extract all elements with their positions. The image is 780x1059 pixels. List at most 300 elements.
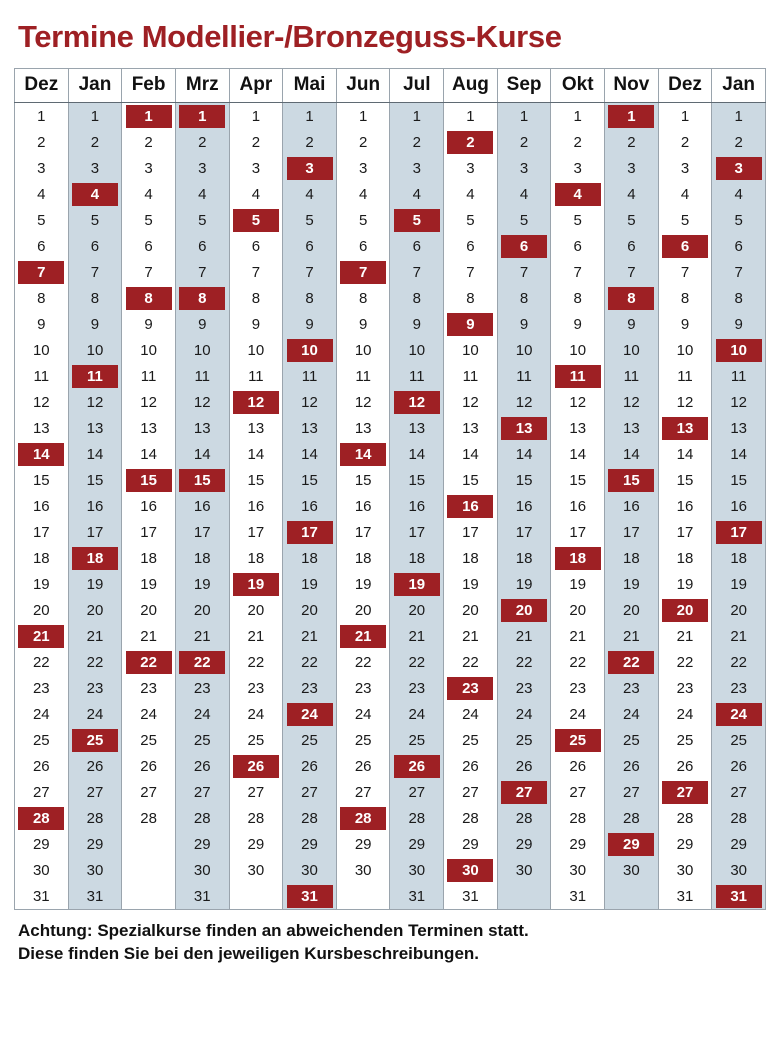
course-date-highlight: 20	[662, 599, 708, 622]
course-date-highlight: 1	[179, 105, 225, 128]
course-date-highlight: 5	[394, 209, 440, 232]
calendar-cell	[336, 857, 390, 883]
day-number: 8	[90, 289, 100, 307]
day-number: 22	[301, 653, 318, 671]
calendar-cell	[68, 753, 122, 779]
calendar-cell	[390, 597, 444, 623]
day-number: 29	[32, 835, 50, 853]
calendar-cell	[336, 493, 390, 519]
calendar-cell	[712, 623, 766, 649]
day-number: 27	[193, 783, 211, 801]
calendar-row	[15, 727, 766, 753]
day-number: 5	[198, 211, 207, 229]
calendar-cell	[68, 831, 122, 857]
calendar-cell	[175, 363, 229, 389]
day-number: 7	[627, 263, 636, 281]
day-number: 16	[676, 497, 694, 515]
calendar-cell	[175, 727, 229, 753]
day-number: 14	[730, 445, 747, 463]
calendar-cell	[336, 207, 390, 233]
day-number: 5	[466, 211, 475, 229]
calendar-cell	[68, 441, 122, 467]
calendar-cell	[497, 129, 551, 155]
calendar-cell	[336, 181, 390, 207]
calendar-cell	[444, 415, 498, 441]
day-number: 11	[33, 367, 50, 385]
course-date-highlight: 12	[394, 391, 440, 414]
calendar-cell	[68, 129, 122, 155]
day-number: 25	[730, 731, 747, 749]
calendar-cell	[229, 857, 283, 883]
day-number: 11	[677, 367, 693, 385]
day-number: 4	[144, 185, 153, 203]
day-number: 28	[86, 809, 104, 827]
day-number: 19	[676, 575, 694, 593]
calendar-cell	[712, 467, 766, 493]
day-number: 13	[569, 419, 587, 437]
calendar-cell	[712, 727, 766, 753]
calendar-cell	[444, 363, 498, 389]
calendar-cell	[658, 259, 712, 285]
day-number: 23	[569, 679, 587, 697]
calendar-cell-course	[68, 545, 122, 571]
calendar-cell	[122, 519, 176, 545]
calendar-cell	[390, 311, 444, 337]
calendar-cell	[15, 103, 69, 130]
day-number: 21	[623, 627, 640, 645]
course-date-highlight: 5	[233, 209, 279, 232]
calendar-cell	[390, 233, 444, 259]
day-number: 14	[569, 445, 587, 463]
calendar-cell	[658, 649, 712, 675]
day-number: 15	[32, 471, 50, 489]
calendar-cell	[175, 441, 229, 467]
calendar-cell	[712, 545, 766, 571]
calendar-cell	[283, 571, 337, 597]
calendar-cell	[122, 129, 176, 155]
calendar-cell	[605, 571, 659, 597]
calendar-cell-empty	[122, 831, 176, 857]
day-number: 21	[515, 627, 533, 645]
day-number: 28	[676, 809, 694, 827]
calendar-cell	[336, 129, 390, 155]
calendar-cell	[712, 649, 766, 675]
day-number: 30	[354, 861, 372, 879]
calendar-cell-course	[390, 753, 444, 779]
calendar-cell	[497, 207, 551, 233]
calendar-cell	[283, 259, 337, 285]
day-number: 23	[86, 679, 104, 697]
calendar-cell	[390, 337, 444, 363]
calendar-cell	[229, 337, 283, 363]
calendar-cell	[497, 623, 551, 649]
calendar-cell	[15, 155, 69, 181]
course-date-highlight: 7	[340, 261, 386, 284]
calendar-cell	[15, 649, 69, 675]
calendar-cell	[497, 675, 551, 701]
calendar-cell-empty	[497, 883, 551, 910]
month-header: Jan	[68, 69, 122, 103]
calendar-cell	[658, 467, 712, 493]
calendar-cell	[551, 571, 605, 597]
calendar-cell	[283, 103, 337, 130]
calendar-cell	[497, 181, 551, 207]
calendar-cell-course	[229, 571, 283, 597]
calendar-cell	[444, 623, 498, 649]
day-number: 19	[569, 575, 587, 593]
course-date-highlight: 22	[179, 651, 225, 674]
calendar-cell	[444, 441, 498, 467]
calendar-cell	[283, 207, 337, 233]
day-number: 24	[515, 705, 533, 723]
day-number: 24	[676, 705, 694, 723]
day-number: 13	[193, 419, 211, 437]
month-header: Feb	[122, 69, 176, 103]
calendar-cell	[175, 545, 229, 571]
calendar-cell	[605, 389, 659, 415]
calendar-cell	[229, 831, 283, 857]
day-number: 28	[247, 809, 265, 827]
day-number: 2	[251, 133, 261, 151]
calendar-cell-course	[444, 129, 498, 155]
calendar-cell	[712, 675, 766, 701]
day-number: 11	[462, 367, 479, 385]
calendar-cell	[444, 519, 498, 545]
calendar-cell	[175, 415, 229, 441]
day-number: 12	[354, 393, 372, 411]
calendar-cell	[283, 831, 337, 857]
calendar-cell	[497, 649, 551, 675]
day-number: 24	[623, 705, 640, 723]
calendar-cell-course	[444, 857, 498, 883]
day-number: 14	[247, 445, 265, 463]
calendar-row	[15, 753, 766, 779]
calendar-row	[15, 181, 766, 207]
calendar-cell	[712, 493, 766, 519]
day-number: 27	[623, 783, 640, 801]
day-number: 18	[408, 549, 426, 567]
day-number: 7	[251, 263, 261, 281]
calendar-cell	[390, 103, 444, 130]
day-number: 23	[730, 679, 747, 697]
day-number: 3	[358, 159, 368, 177]
course-date-highlight: 1	[126, 105, 172, 128]
calendar-cell-course	[175, 103, 229, 130]
day-number: 19	[140, 575, 157, 593]
calendar-cell	[551, 415, 605, 441]
calendar-cell	[336, 831, 390, 857]
day-number: 8	[680, 289, 690, 307]
day-number: 24	[86, 705, 104, 723]
day-number: 27	[32, 783, 50, 801]
calendar-cell	[229, 467, 283, 493]
calendar-cell	[658, 207, 712, 233]
day-number: 29	[569, 835, 587, 853]
day-number: 19	[515, 575, 533, 593]
calendar-cell	[336, 155, 390, 181]
calendar-cell	[551, 493, 605, 519]
day-number: 9	[198, 315, 207, 333]
day-number: 4	[305, 185, 314, 203]
calendar-cell	[283, 363, 337, 389]
day-number: 25	[140, 731, 157, 749]
calendar-cell	[444, 467, 498, 493]
day-number: 30	[515, 861, 533, 879]
calendar-cell	[390, 259, 444, 285]
day-number: 17	[408, 523, 426, 541]
day-number: 15	[515, 471, 533, 489]
calendar-cell	[229, 805, 283, 831]
day-number: 31	[569, 887, 587, 905]
calendar-cell-course	[551, 545, 605, 571]
calendar-cell-course	[68, 181, 122, 207]
day-number: 24	[247, 705, 265, 723]
calendar-cell	[175, 753, 229, 779]
calendar-cell	[712, 831, 766, 857]
calendar-cell	[658, 883, 712, 910]
calendar-cell	[444, 259, 498, 285]
calendar-row	[15, 311, 766, 337]
day-number: 26	[86, 757, 104, 775]
day-number: 1	[412, 107, 421, 125]
day-number: 8	[573, 289, 582, 307]
day-number: 3	[680, 159, 690, 177]
day-number: 7	[680, 263, 690, 281]
calendar-cell	[390, 831, 444, 857]
course-date-highlight: 26	[233, 755, 279, 778]
day-number: 29	[676, 835, 694, 853]
day-number: 12	[730, 393, 747, 411]
calendar-cell	[658, 389, 712, 415]
calendar-cell	[658, 571, 712, 597]
day-number: 22	[86, 653, 104, 671]
day-number: 21	[408, 627, 426, 645]
calendar-cell	[175, 207, 229, 233]
calendar-cell	[68, 779, 122, 805]
calendar-cell	[444, 207, 498, 233]
calendar-cell	[444, 727, 498, 753]
day-number: 19	[354, 575, 372, 593]
calendar-cell	[390, 363, 444, 389]
day-number: 13	[354, 419, 372, 437]
calendar-cell-course	[605, 285, 659, 311]
day-number: 9	[519, 315, 529, 333]
day-number: 31	[408, 887, 426, 905]
day-number: 20	[247, 601, 265, 619]
calendar-cell-course	[712, 155, 766, 181]
course-date-highlight: 14	[18, 443, 64, 466]
calendar-cell	[712, 415, 766, 441]
day-number: 10	[408, 341, 426, 359]
calendar-cell	[444, 883, 498, 910]
course-date-highlight: 25	[72, 729, 118, 752]
calendar-cell-course	[283, 337, 337, 363]
course-date-highlight: 3	[716, 157, 762, 180]
calendar-cell	[68, 805, 122, 831]
day-number: 16	[623, 497, 640, 515]
calendar-header-row	[15, 69, 766, 103]
calendar-cell	[68, 519, 122, 545]
day-number: 21	[247, 627, 265, 645]
calendar-cell	[712, 571, 766, 597]
calendar-cell	[15, 597, 69, 623]
calendar-cell	[712, 259, 766, 285]
calendar-cell	[497, 701, 551, 727]
day-number: 11	[409, 367, 425, 385]
day-number: 25	[247, 731, 265, 749]
calendar-cell	[497, 545, 551, 571]
calendar-cell	[551, 337, 605, 363]
day-number: 26	[676, 757, 694, 775]
day-number: 5	[144, 211, 153, 229]
day-number: 7	[412, 263, 421, 281]
calendar-cell	[658, 285, 712, 311]
day-number: 26	[193, 757, 211, 775]
course-date-highlight: 22	[126, 651, 172, 674]
calendar-cell	[15, 519, 69, 545]
calendar-cell	[390, 415, 444, 441]
day-number: 9	[37, 315, 46, 333]
day-number: 4	[358, 185, 368, 203]
calendar-cell	[444, 389, 498, 415]
calendar-cell	[283, 779, 337, 805]
day-number: 27	[140, 783, 157, 801]
day-number: 13	[140, 419, 157, 437]
day-number: 27	[730, 783, 747, 801]
calendar-cell	[658, 727, 712, 753]
day-number: 13	[247, 419, 265, 437]
calendar-cell-course	[712, 519, 766, 545]
calendar-cell	[283, 857, 337, 883]
calendar-cell	[283, 623, 337, 649]
day-number: 3	[573, 159, 582, 177]
day-number: 8	[466, 289, 475, 307]
day-number: 19	[462, 575, 479, 593]
calendar-cell	[497, 259, 551, 285]
calendar-cell-empty	[229, 883, 283, 910]
calendar-cell	[68, 415, 122, 441]
calendar-cell	[15, 285, 69, 311]
course-date-highlight: 15	[608, 469, 654, 492]
calendar-cell	[497, 727, 551, 753]
calendar-cell	[712, 363, 766, 389]
day-number: 24	[462, 705, 479, 723]
day-number: 29	[86, 835, 104, 853]
calendar-row	[15, 805, 766, 831]
calendar-cell	[229, 155, 283, 181]
day-number: 11	[248, 367, 264, 385]
day-number: 17	[193, 523, 211, 541]
day-number: 17	[462, 523, 479, 541]
calendar-cell-course	[605, 831, 659, 857]
day-number: 23	[301, 679, 318, 697]
course-date-highlight: 12	[233, 391, 279, 414]
calendar-cell	[15, 727, 69, 753]
calendar-cell	[497, 857, 551, 883]
calendar-cell-course	[658, 779, 712, 805]
calendar-row	[15, 363, 766, 389]
calendar-cell	[68, 285, 122, 311]
calendar-cell	[551, 649, 605, 675]
calendar-cell	[175, 623, 229, 649]
calendar-cell	[336, 545, 390, 571]
calendar-cell-course	[497, 415, 551, 441]
day-number: 13	[86, 419, 104, 437]
day-number: 24	[140, 705, 157, 723]
calendar-cell	[497, 441, 551, 467]
day-number: 18	[193, 549, 211, 567]
calendar-cell	[175, 831, 229, 857]
calendar-cell	[122, 259, 176, 285]
calendar-cell-course	[336, 441, 390, 467]
course-date-highlight: 1	[608, 105, 654, 128]
calendar-cell	[658, 701, 712, 727]
day-number: 26	[623, 757, 640, 775]
calendar-row	[15, 337, 766, 363]
calendar-cell	[283, 649, 337, 675]
day-number: 27	[408, 783, 426, 801]
calendar-cell	[605, 805, 659, 831]
calendar-cell	[712, 779, 766, 805]
day-number: 23	[515, 679, 533, 697]
calendar-cell	[122, 363, 176, 389]
day-number: 6	[627, 237, 636, 255]
calendar-cell	[444, 701, 498, 727]
calendar-cell	[390, 805, 444, 831]
calendar-cell	[122, 571, 176, 597]
day-number: 21	[301, 627, 318, 645]
day-number: 31	[32, 887, 50, 905]
calendar-cell	[283, 675, 337, 701]
day-number: 17	[140, 523, 157, 541]
day-number: 10	[86, 341, 104, 359]
calendar-cell	[658, 103, 712, 130]
day-number: 30	[86, 861, 104, 879]
day-number: 20	[32, 601, 50, 619]
calendar-cell	[658, 857, 712, 883]
day-number: 22	[462, 653, 479, 671]
day-number: 15	[301, 471, 318, 489]
calendar-cell	[122, 389, 176, 415]
day-number: 14	[623, 445, 640, 463]
calendar-cell-course	[122, 103, 176, 130]
day-number: 7	[573, 263, 582, 281]
day-number: 1	[734, 107, 743, 125]
day-number: 2	[627, 133, 636, 151]
course-date-highlight: 11	[555, 365, 601, 388]
day-number: 25	[32, 731, 50, 749]
calendar-cell	[605, 623, 659, 649]
calendar-cell	[15, 571, 69, 597]
calendar-cell-course	[497, 233, 551, 259]
day-number: 28	[301, 809, 318, 827]
calendar-cell-course	[15, 441, 69, 467]
day-number: 24	[408, 705, 426, 723]
day-number: 30	[247, 861, 265, 879]
day-number: 3	[90, 159, 100, 177]
calendar-cell	[15, 415, 69, 441]
course-date-highlight: 9	[447, 313, 493, 336]
calendar-cell	[229, 727, 283, 753]
calendar-cell	[68, 103, 122, 130]
day-number: 23	[32, 679, 50, 697]
calendar-cell	[122, 493, 176, 519]
calendar-cell	[229, 519, 283, 545]
calendar-row	[15, 155, 766, 181]
calendar-cell	[15, 363, 69, 389]
day-number: 8	[519, 289, 529, 307]
day-number: 23	[140, 679, 157, 697]
